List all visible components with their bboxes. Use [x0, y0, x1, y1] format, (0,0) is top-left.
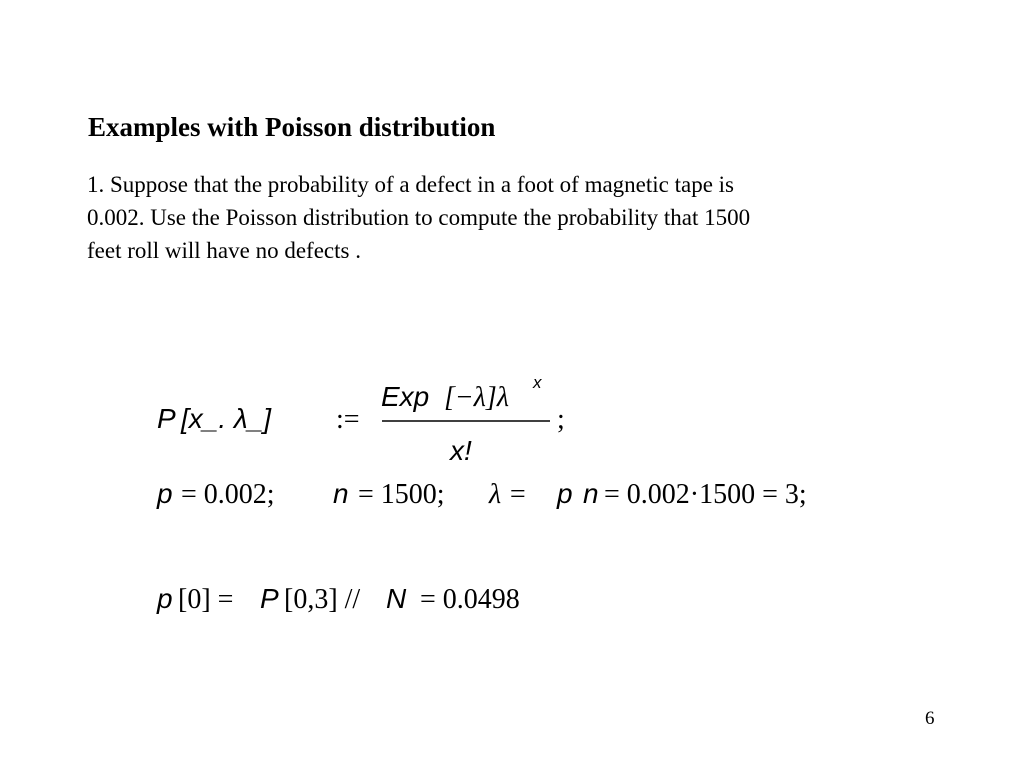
definition-assign: :=: [336, 404, 360, 435]
param-lambda-p: p: [557, 478, 573, 509]
param-n-value: = 1500;: [358, 479, 445, 510]
param-lambda-rhs: = 0.002·1500 = 3;: [604, 479, 807, 510]
numerator-bracket: [−λ]λ: [444, 382, 509, 413]
param-p-value: = 0.002;: [181, 479, 275, 510]
result-P-var: P: [260, 583, 279, 614]
slide-title: Examples with Poisson distribution: [88, 112, 496, 142]
param-lambda-n: n: [583, 478, 599, 509]
result-p-index: [0] =: [178, 584, 234, 615]
definition-terminator: ;: [557, 404, 565, 435]
page-number: 6: [925, 708, 935, 729]
problem-line-3: feet roll will have no defects .: [87, 238, 361, 263]
result-p-var: p: [157, 583, 173, 614]
definition-P: P: [157, 403, 176, 434]
numerator-exp: Exp: [381, 381, 430, 412]
param-n-var: n: [333, 478, 349, 509]
result-value: = 0.0498: [420, 584, 520, 615]
definition-args: [x_. λ_]: [181, 403, 272, 434]
param-lambda-lhs: λ =: [489, 479, 528, 510]
numerator-superscript: x: [533, 373, 542, 392]
param-p-var: p: [157, 478, 173, 509]
problem-line-2: 0.002. Use the Poisson distribution to compute the probability that 1500: [87, 205, 751, 230]
denominator: x!: [450, 435, 472, 466]
result-N-var: N: [386, 583, 407, 614]
result-P-args: [0,3] //: [284, 584, 361, 615]
problem-line-1: 1. Suppose that the probability of a defect in a foot of magnetic tape is: [87, 172, 735, 197]
